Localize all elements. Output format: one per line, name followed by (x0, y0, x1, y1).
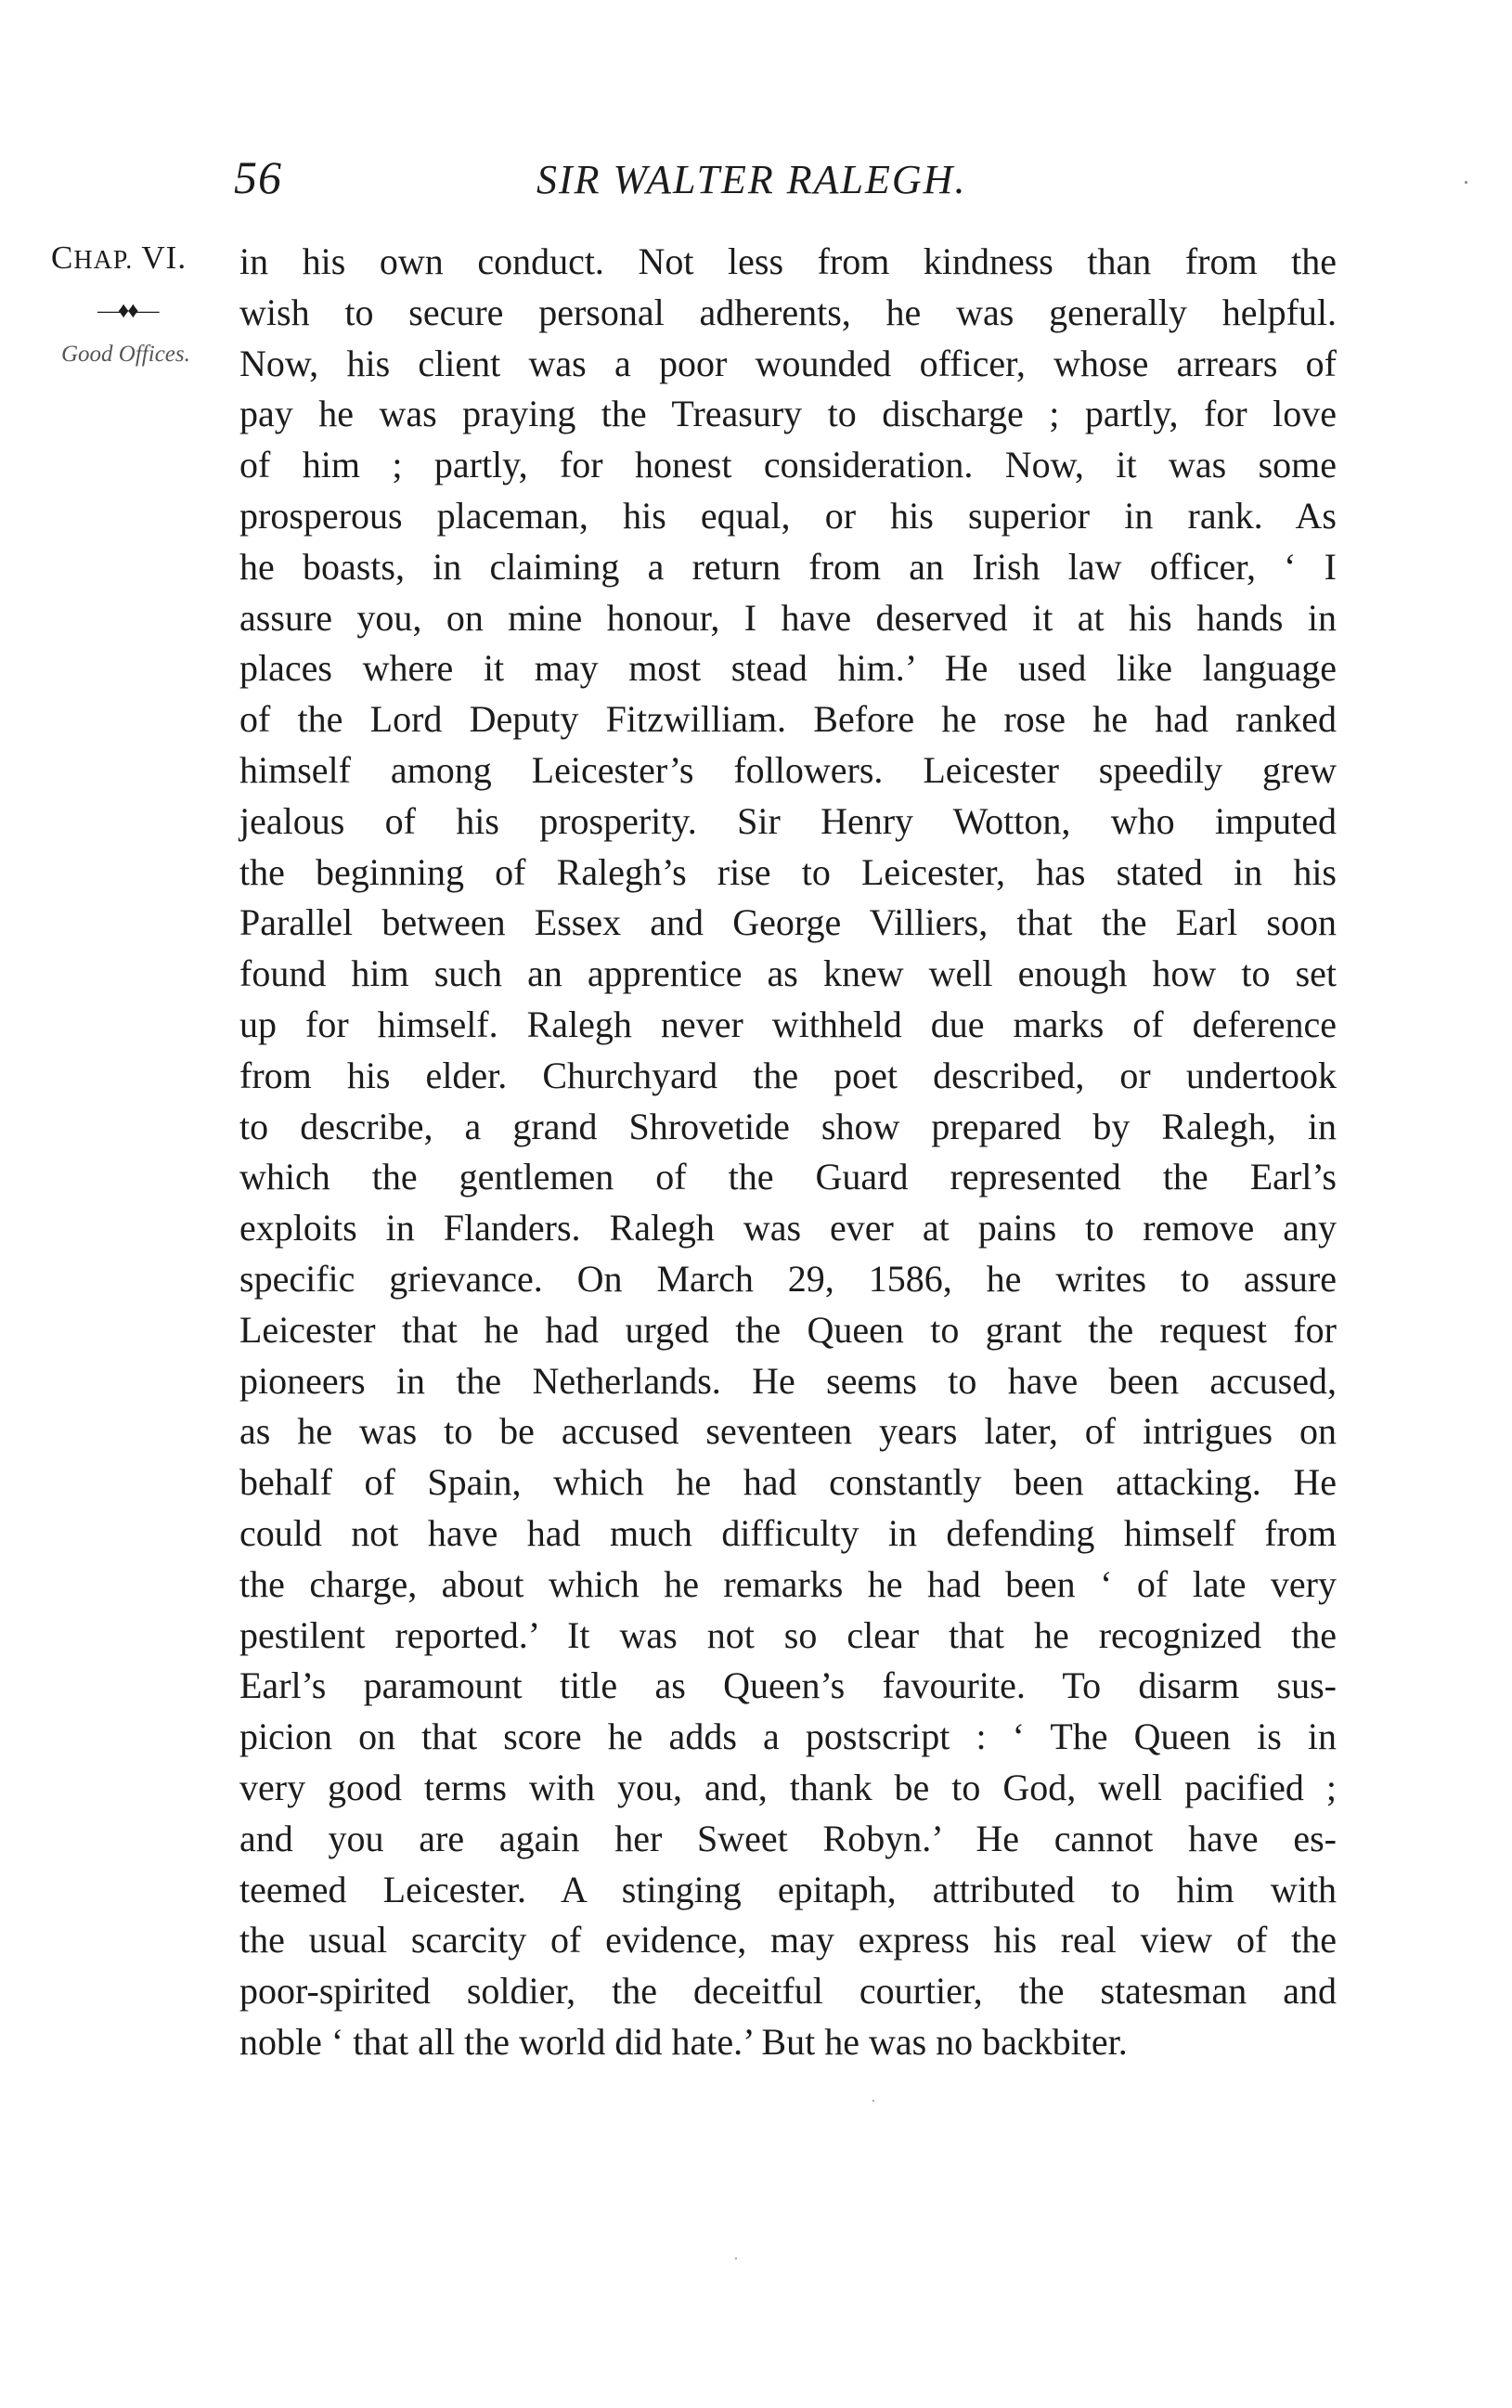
text-line: he boasts, in claiming a return from an Irish law officer, ‘ I (239, 545, 1337, 588)
text-line: in his own conduct. Not less from kindness than from the (239, 240, 1337, 282)
body-text (239, 237, 1337, 2068)
text-line: prosperous placeman, his equal, or his superior in rank. As (239, 494, 1337, 537)
text-line: found him such an apprentice as knew well enough how to set (239, 952, 1337, 995)
text-line: which the gentlemen of the Guard represented the Earl’s (239, 1156, 1337, 1198)
chapter-smallcaps: HAP. (73, 246, 134, 275)
margin-sidenote: Good Offices. (61, 342, 190, 367)
running-title: SIR WALTER RALEGH. (536, 157, 967, 202)
text-line: places where it may most stead him.’ He used like language (239, 647, 1337, 690)
text-line: and you are again her Sweet Robyn.’ He cannot have es- (239, 1817, 1337, 1859)
text-line: wish to secure personal adherents, he was generally helpful. (239, 291, 1337, 333)
text-line: Earl’s paramount title as Queen’s favourite. To disarm sus- (239, 1664, 1337, 1707)
text-line: himself among Leicester’s followers. Leicester speedily grew (239, 748, 1337, 791)
text-line: could not have had much difficulty in defending himself from (239, 1511, 1337, 1554)
text-line: specific grievance. On March 29, 1586, he writes to assure (239, 1257, 1337, 1300)
text-line: of him ; partly, for honest consideration. Now, it was some (239, 444, 1337, 486)
text-line: poor-spirited soldier, the deceitful courtier, the statesman and (239, 1970, 1337, 2013)
text-line: Leicester that he had urged the Queen to grant the request for (239, 1308, 1337, 1351)
text-line: picion on that score he adds a postscript : ‘ The Queen is in (239, 1715, 1337, 1758)
text-line: the charge, about which he remarks he had been ‘ of late very (239, 1562, 1337, 1605)
text-line: pioneers in the Netherlands. He seems to have been accused, (239, 1359, 1337, 1402)
paper-speck (1465, 181, 1467, 184)
text-line: as he was to be accused seventeen years later, of intrigues on (239, 1410, 1337, 1453)
text-line: to describe, a grand Shrovetide show prepared by Ralegh, in (239, 1105, 1337, 1147)
text-line: pay he was praying the Treasury to discharge ; partly, for love (239, 393, 1337, 435)
ornament-rule: —♦♦— (97, 299, 158, 323)
paper-speck (872, 2100, 874, 2102)
text-line: teemed Leicester. A stinging epitaph, attributed to him with (239, 1868, 1337, 1910)
text-line: the usual scarcity of evidence, may express his real view of the (239, 1919, 1337, 1961)
chapter-numeral: VI. (133, 240, 187, 276)
text-line: Parallel between Essex and George Villiers, that the Earl soon (239, 901, 1337, 944)
page-number: 56 (234, 151, 282, 203)
text-line: up for himself. Ralegh never withheld due marks of deference (239, 1003, 1337, 1045)
text-line: assure you, on mine honour, I have deserved it at his hands in (239, 596, 1337, 639)
text-line: Now, his client was a poor wounded officer, whose arrears of (239, 342, 1337, 384)
text-line: the beginning of Ralegh’s rise to Leicester, has stated in his (239, 850, 1337, 893)
text-line: from his elder. Churchyard the poet described, or undertook (239, 1054, 1337, 1096)
paper-speck (735, 2258, 737, 2259)
text-line: behalf of Spain, which he had constantly been attacking. He (239, 1461, 1337, 1504)
text-line: noble ‘ that all the world did hate.’ But he was no backbiter. (239, 2020, 1128, 2063)
text-line: of the Lord Deputy Fitzwilliam. Before he rose he had ranked (239, 698, 1337, 741)
chapter-initial: C (51, 240, 74, 276)
chapter-label (51, 240, 187, 277)
text-line: exploits in Flanders. Ralegh was ever at pains to remove any (239, 1207, 1337, 1249)
text-line: pestilent reported.’ It was not so clear that he recognized the (239, 1613, 1337, 1656)
text-line: jealous of his prosperity. Sir Henry Wotton, who imputed (239, 799, 1337, 842)
text-line: very good terms with you, and, thank be to God, well pacified ; (239, 1766, 1337, 1808)
